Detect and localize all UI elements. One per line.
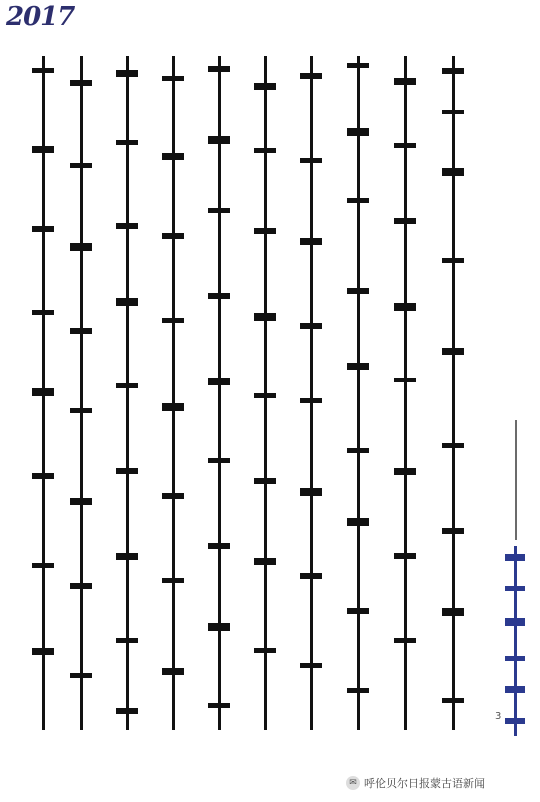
page-number: 3 — [495, 711, 502, 722]
text-column — [298, 48, 324, 738]
text-column — [206, 48, 232, 738]
text-column — [252, 48, 278, 738]
mongolian-body-text — [30, 48, 475, 738]
side-divider — [515, 420, 517, 540]
text-column — [114, 48, 140, 738]
text-column — [392, 48, 418, 738]
text-column — [30, 48, 56, 738]
text-column — [160, 48, 186, 738]
side-title — [500, 546, 532, 736]
watermark-text: 呼伦贝尔日报蒙古语新闻 — [364, 777, 485, 790]
text-column — [68, 48, 94, 738]
wechat-logo-icon: ✉ — [346, 776, 360, 790]
text-column — [440, 48, 466, 738]
text-column — [345, 48, 371, 738]
year-logo: 2017 — [6, 2, 75, 32]
watermark — [346, 775, 485, 791]
